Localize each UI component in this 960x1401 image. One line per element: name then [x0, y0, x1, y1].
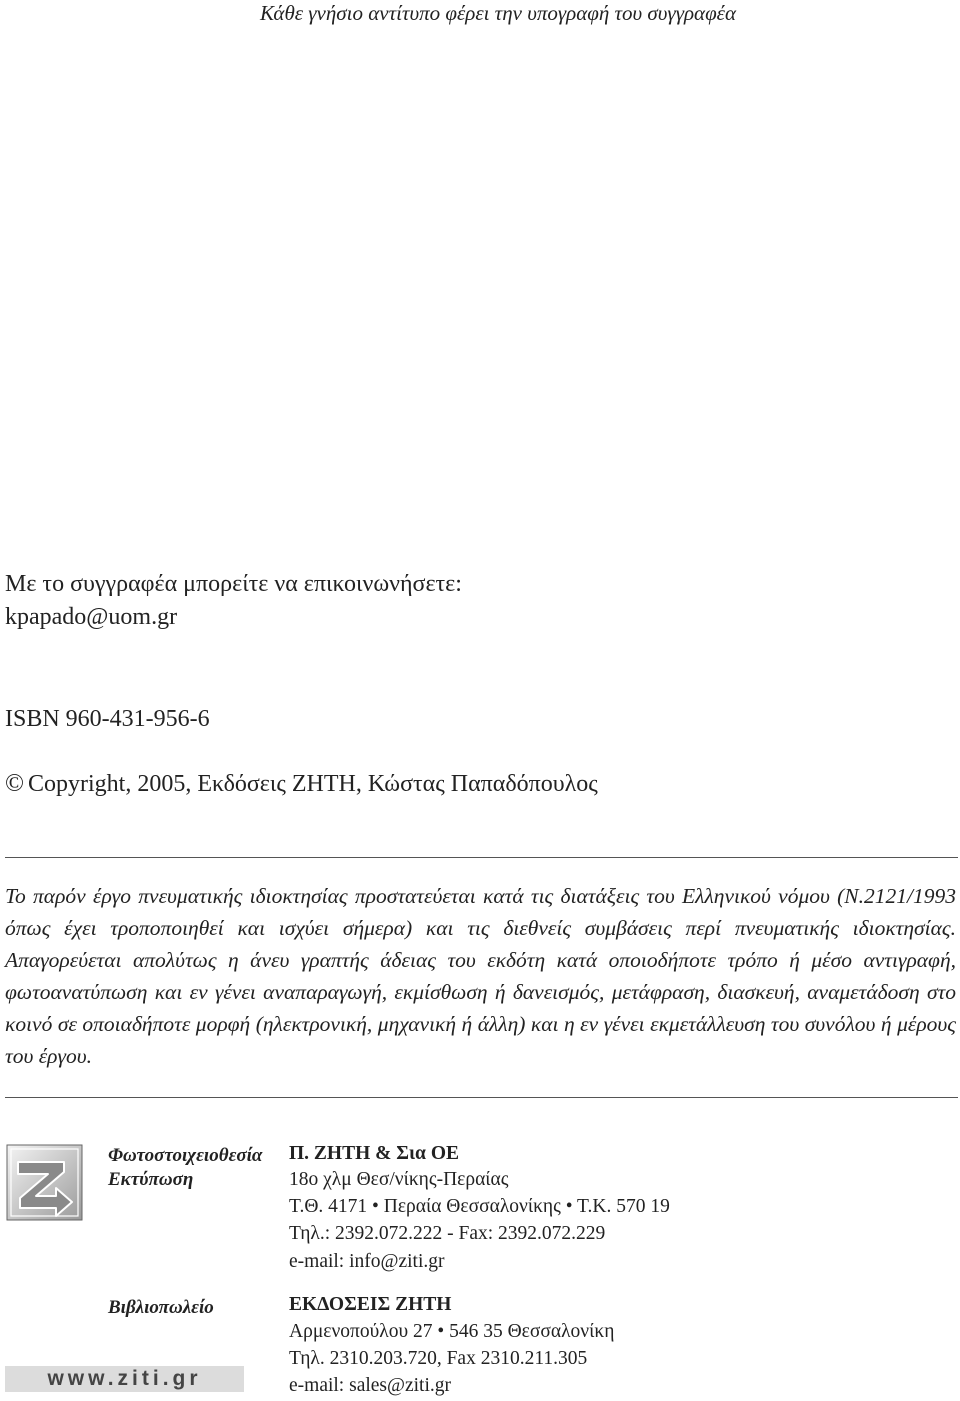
copyright-line	[5, 770, 598, 798]
bookstore-phone: Τηλ. 2310.203.720, Fax 2310.211.305	[289, 1348, 588, 1369]
typesetting-label: Φωτοστοιχειοθεσία	[108, 1145, 263, 1166]
copyright-text: Copyright, 2005, Εκδόσεις ΖΗΤΗ, Κώστας Παπαδόπουλος	[28, 771, 598, 797]
bookstore-email: e-mail: sales@ziti.gr	[289, 1375, 451, 1396]
printer-postal: Τ.Θ. 4171 • Περαία Θεσσαλονίκης • Τ.Κ. 570 19	[289, 1196, 670, 1217]
isbn: ISBN 960-431-956-6	[5, 706, 210, 732]
legal-notice: Το παρόν έργο πνευματικής ιδιοκτησίας προστατεύεται κατά τις διατάξεις του Ελληνικού νόμου (Ν.2121/1993 όπως έχει τροποποιηθεί και ισχύει σήμερα) και τις διεθνείς συμβάσεις περί πνευματικής ιδιοκτησίας. Απαγορεύεται απολύτως η άνευ γραπτής άδειας του εκδότη κατά οποιοδήποτε τρόπο ή μέσο αντιγραφή, φωτοανατύπωση και εν γένει αναπαραγωγή, εκμίσθωση ή δανεισμός, μετάφραση, διασκευή, αναμετάδοση στο κοινό σε οποιαδήποτε μορφή (ηλεκτρονική, μηχανική ή άλλη) και η εν γένει εκμετάλλευση του συνόλου ή μέρους του έργου.	[5, 884, 956, 1068]
bookstore-address: Αρμενοπούλου 27 • 546 35 Θεσσαλονίκη	[289, 1321, 615, 1342]
signature-note: Κάθε γνήσιο αντίτυπο φέρει την υπογραφή του συγγραφέα	[260, 1, 736, 25]
publisher-website: www.ziti.gr	[5, 1366, 244, 1392]
bookstore-name: ΕΚΔΟΣΕΙΣ ΖΗΤΗ	[289, 1294, 452, 1315]
copyright-symbol: ©	[5, 770, 24, 797]
printer-email: e-mail: info@ziti.gr	[289, 1251, 445, 1272]
ziti-logo-icon	[6, 1144, 83, 1221]
printing-label: Εκτύπωση	[108, 1169, 194, 1190]
printer-name: Π. ΖΗΤΗ & Σια ΟΕ	[289, 1143, 459, 1164]
bookstore-label: Βιβλιοπωλείο	[108, 1297, 214, 1318]
printer-address: 18ο χλμ Θεσ/νίκης-Περαίας	[289, 1169, 509, 1190]
divider-top	[5, 857, 958, 858]
contact-heading: Με το συγγραφέα μπορείτε να επικοινωνήσετε:	[5, 571, 462, 597]
author-email: kpapado@uom.gr	[5, 604, 178, 630]
printer-phone: Τηλ.: 2392.072.222 - Fax: 2392.072.229	[289, 1223, 606, 1244]
divider-bottom	[5, 1097, 958, 1098]
